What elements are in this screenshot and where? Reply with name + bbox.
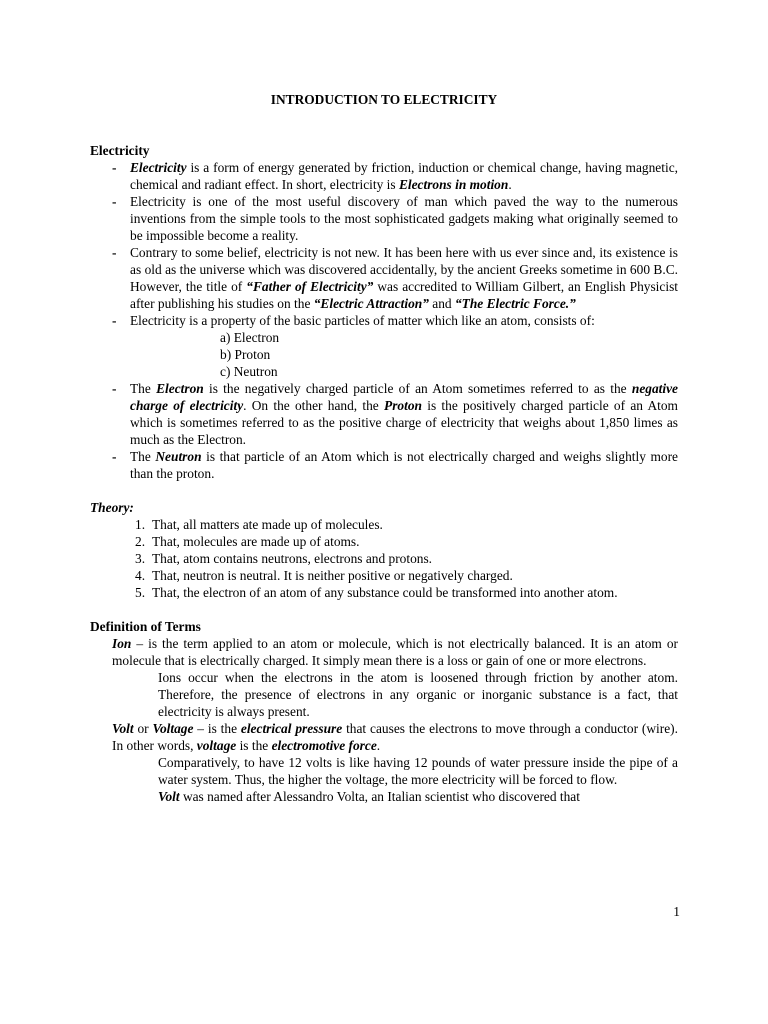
bullet-dash: - xyxy=(112,245,117,260)
theory-item xyxy=(90,567,678,584)
section-heading-terms: Definition of Terms xyxy=(90,619,201,634)
term-word: Voltage xyxy=(152,721,194,736)
body-text: Electricity is a property of the basic particles of matter which like an atom, consists of: xyxy=(130,313,595,328)
emphasis-text: voltage xyxy=(196,738,237,753)
bullet-dash: - xyxy=(112,449,117,464)
theory-list xyxy=(90,516,678,601)
term-word: Ion xyxy=(112,636,132,651)
body-text: Electricity is one of the most useful discovery of man which paved the way to the numerous inventions from the simple tools to the most sophisticated gadgets making what originally seemed to be impossible become a reality. xyxy=(130,194,678,243)
spacer xyxy=(90,482,678,499)
term-volt xyxy=(90,720,678,805)
body-text: . On the other hand, the xyxy=(243,398,385,413)
body-text: – is the xyxy=(193,721,241,736)
term-definition xyxy=(90,720,678,754)
theory-item xyxy=(90,550,678,567)
emphasis-text: electrical pressure xyxy=(240,721,343,736)
bullet-dash: - xyxy=(112,194,117,209)
item-text: That, molecules are made up of atoms. xyxy=(152,534,360,549)
section-heading-theory: Theory: xyxy=(90,500,134,515)
body-text: is the xyxy=(236,738,272,753)
item-number: 5. xyxy=(135,585,146,600)
document-body xyxy=(90,142,678,805)
electricity-bullet-list xyxy=(90,159,678,482)
term-paragraph: Comparatively, to have 12 volts is like having 12 pounds of water pressure inside the pipe of a water system. Thus, the higher the voltage, the more electricity will be forced to flow. xyxy=(158,755,678,787)
emphasis-text: Proton xyxy=(384,398,422,413)
bullet-item xyxy=(90,244,678,312)
body-text: is the positively charged particle of an Atom which is sometimes referred to as the positive charge of electricity that weighs about 1,850 limes as much as the Electron. xyxy=(130,398,678,447)
item-text: That, the electron of an atom of any substance could be transformed into another atom. xyxy=(152,585,618,600)
item-text: That, atom contains neutrons, electrons and protons. xyxy=(152,551,433,566)
emphasis-text: Electrons in motion xyxy=(398,177,509,192)
emphasis-text: Neutron xyxy=(155,449,202,464)
sub-item: a) Electron xyxy=(220,330,280,345)
theory-item xyxy=(90,584,678,601)
item-text: That, neutron is neutral. It is neither positive or negatively charged. xyxy=(152,568,513,583)
term-ion xyxy=(90,635,678,720)
bullet-item xyxy=(90,380,678,448)
emphasis-text: “Father of Electricity” xyxy=(246,279,374,294)
body-text: – is the term applied to an atom or molecule, which is not electrically balanced. It is an atom or molecule that is electrically charged. It simply mean there is a loss or gain of one or more electrons. xyxy=(112,636,678,668)
term-word: Volt xyxy=(112,721,134,736)
body-text: The xyxy=(130,449,156,464)
term-paragraph xyxy=(90,788,678,805)
body-text: . xyxy=(508,177,512,192)
item-number: 1. xyxy=(135,517,146,532)
bullet-item xyxy=(90,193,678,244)
emphasis-text: “The Electric Force.” xyxy=(454,296,576,311)
theory-item xyxy=(90,533,678,550)
body-text: and xyxy=(428,296,455,311)
body-text: or xyxy=(133,721,153,736)
bullet-item xyxy=(90,312,678,380)
bullet-item xyxy=(90,159,678,193)
item-number: 2. xyxy=(135,534,146,549)
body-text: is the negatively charged particle of an Atom sometimes referred to as the xyxy=(203,381,632,396)
body-text: The xyxy=(130,381,157,396)
body-text: was accredited to William Gilbert, an English Physicist after publishing his studies on the xyxy=(130,279,679,311)
body-text: that causes the electrons to move through a conductor (wire). In other words, xyxy=(112,721,678,753)
bullet-item xyxy=(90,448,678,482)
term-paragraph: Ions occur when the electrons in the atom is loosened through friction by another atom. Therefore, the presence of electrons in any organic or inorganic substance is a fact, that electricity is always present. xyxy=(158,670,678,719)
term-definition xyxy=(90,635,678,669)
emphasis-text: Electricity xyxy=(130,160,187,175)
term-word: Volt xyxy=(158,789,180,804)
emphasis-text: electromotive force xyxy=(271,738,377,753)
body-text: is a form of energy generated by friction, induction or chemical change, having magnetic, chemical and radiant effect. In short, electricity is xyxy=(130,160,678,192)
bullet-dash: - xyxy=(112,381,117,396)
spacer xyxy=(90,601,678,618)
item-text: That, all matters ate made up of molecules. xyxy=(152,517,383,532)
theory-item xyxy=(90,516,678,533)
sub-item: b) Proton xyxy=(220,347,271,362)
section-heading-electricity: Electricity xyxy=(90,143,150,158)
body-text: . xyxy=(376,738,381,753)
emphasis-text: “Electric Attraction” xyxy=(313,296,429,311)
emphasis-text: negative charge of electricity xyxy=(130,381,678,413)
document-title: INTRODUCTION TO ELECTRICITY xyxy=(270,92,498,107)
bullet-dash: - xyxy=(112,313,117,328)
sub-item: c) Neutron xyxy=(220,364,278,379)
body-text: is that particle of an Atom which is not electrically charged and weighs slightly more than the proton. xyxy=(130,449,679,481)
emphasis-text: Electron xyxy=(156,381,204,396)
body-text: Contrary to some belief, electricity is not new. It has been here with us ever since and, its existence is as old as the universe which was discovered accidentally, by the ancient Greeks sometime in 600 B.C. However, the title of xyxy=(130,245,678,294)
item-number: 3. xyxy=(135,551,146,566)
page-number: 1 xyxy=(673,904,680,919)
bullet-dash: - xyxy=(112,160,117,175)
item-number: 4. xyxy=(135,568,146,583)
body-text: was named after Alessandro Volta, an Italian scientist who discovered that xyxy=(179,789,580,804)
